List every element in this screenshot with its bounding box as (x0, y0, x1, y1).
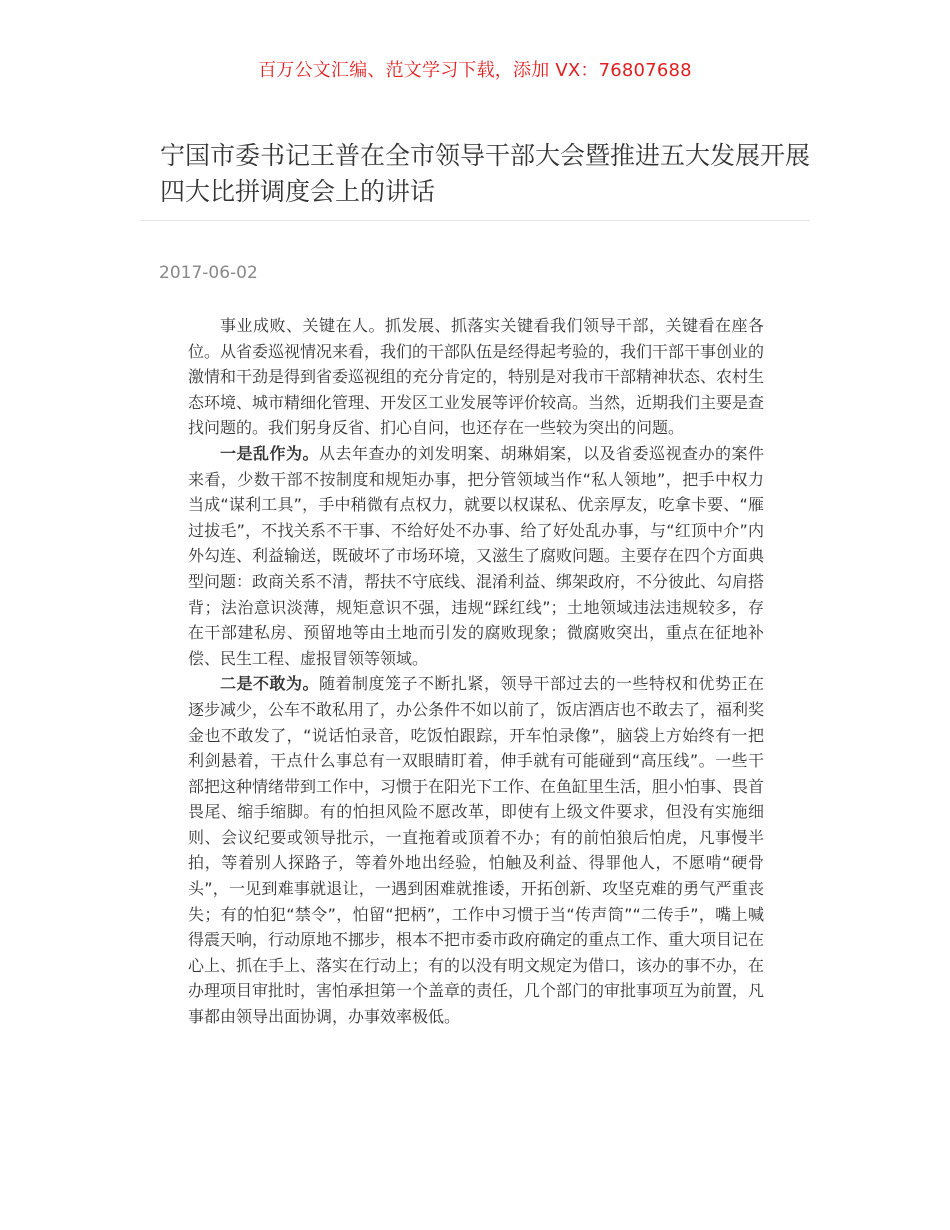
article-body (188, 313, 764, 1030)
paragraph-text: 事业成败、关键在人。抓发展、抓落实关键看我们领导干部，关键看在座各位。从省委巡视情况来看，我们的干部队伍是经得起考验的，我们干部干事创业的激情和干劲是得到省委巡视组的充分肯定的，特别是对我市干部精神状态、农村生态环境、城市精细化管理、开发区工业发展等评价较高。当然，近期我们主要是查找问题的。我们躬身反省、扪心自问，也还存在一些较为突出的问题。 (188, 316, 765, 438)
publish-date: 2017-06-02 (159, 263, 258, 283)
article-paragraph (188, 441, 764, 671)
paragraph-text: 从去年查办的刘发明案、胡琳娟案，以及省委巡视查办的案件来看，少数干部不按制度和规矩办事，把分管领域当作“私人领地”，把手中权力当成“谋利工具”，手中稍微有点权力，就要以权谋私、优亲厚友，吃拿卡要、“雁过拔毛”，不找关系不干事、不给好处不办事、给了好处乱办事，与“红顶中介”内外勾连、利益输送，既破坏了市场环境，又滋生了腐败问题。主要存在四个方面典型问题：政商关系不清，帮扶不守底线、混淆利益、绑架政府，不分彼此、勾肩搭背；法治意识淡薄，规矩意识不强，违规“踩红线”；土地领域违法违规较多，存在干部建私房、预留地等由土地而引发的腐败现象；微腐败突出，重点在征地补偿、民生工程、虚报冒领等领域。 (188, 443, 765, 668)
paragraph-lead: 二是不敢为。 (220, 674, 319, 694)
paragraph-lead: 一是乱作为。 (220, 443, 319, 463)
header-banner: 百万公文汇编、范文学习下载，添加 VX：76807688 (258, 60, 692, 81)
paragraph-text: 随着制度笼子不断扎紧，领导干部过去的一些特权和优势正在逐步减少，公车不敢私用了，办公条件不如以前了，饭店酒店也不敢去了，福利奖金也不敢发了，“说话怕录音，吃饭怕跟踪，开车怕录像”，脑袋上方始终有一把利剑悬着，干点什么事总有一双眼睛盯着，伸手就有可能碰到“高压线”。一些干部把这种情绪带到工作中，习惯于在阳光下工作、在鱼缸里生活，胆小怕事、畏首畏尾、缩手缩脚。有的怕担风险不愿改革，即使有上级文件要求，但没有实施细则、会议纪要或领导批示，一直拖着或顶着不办；有的前怕狼后怕虎，凡事慢半拍，等着别人探路子，等着外地出经验，怕触及利益、得罪他人，不愿啃“硬骨头”，一见到难事就退让，一遇到困难就推诿，开拓创新、攻坚克难的勇气严重丧失；有的怕犯“禁令”，怕留“把柄”，工作中习惯于当“传声筒”“二传手”，嘴上喊得震天响，行动原地不挪步，根本不把市委市政府确定的重点工作、重大项目记在心上、抓在手上、落实在行动上；有的以没有明文规定为借口，该办的事不办，在办理项目审批时，害怕承担第一个盖章的责任，几个部门的审批事项互为前置，凡事都由领导出面协调，办事效率极低。 (188, 674, 765, 1027)
article-paragraph (188, 671, 764, 1029)
article-paragraph (188, 313, 764, 441)
article-title: 宁国市委书记王普在全市领导干部大会暨推进五大发展开展四大比拼调度会上的讲话 (160, 141, 811, 206)
title-divider (140, 220, 810, 221)
